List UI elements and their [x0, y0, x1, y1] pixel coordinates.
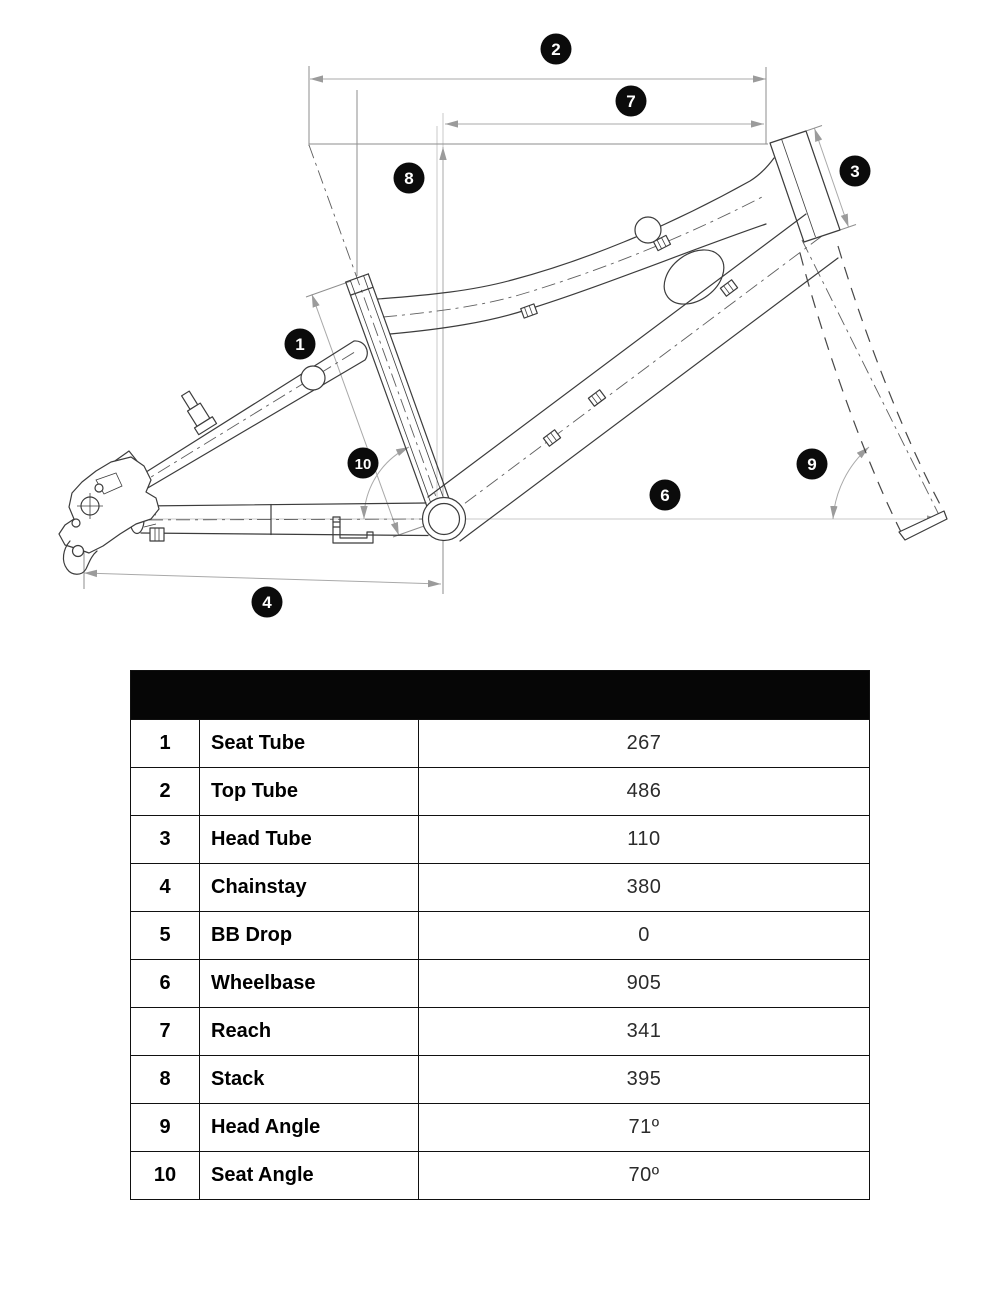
table-header-bar [131, 671, 869, 719]
row-label: Stack [200, 1056, 419, 1103]
row-label: Reach [200, 1008, 419, 1055]
row-label: Seat Tube [200, 720, 419, 767]
badge-2 [541, 34, 572, 65]
row-value: 110 [627, 828, 661, 850]
badge-9 [797, 449, 828, 480]
row-label: BB Drop [200, 912, 419, 959]
table-row [131, 719, 869, 767]
row-value: 70º [628, 1164, 660, 1186]
seat-tube-dim-line [312, 294, 399, 535]
badge-3 [840, 156, 871, 187]
badge-1 [285, 329, 316, 360]
chainstay-dim-line [84, 573, 441, 584]
badge-label: 7 [626, 92, 636, 111]
badge-8 [394, 163, 425, 194]
head-tube [770, 131, 840, 242]
table-row [131, 815, 869, 863]
badge-label: 3 [850, 162, 860, 181]
row-number: 5 [131, 912, 200, 959]
badge-4 [252, 587, 283, 618]
table-row [131, 767, 869, 815]
chainstay [141, 503, 426, 506]
fork-outline [800, 246, 947, 540]
badge-label: 4 [262, 593, 272, 612]
row-value: 71º [628, 1116, 660, 1138]
row-value: 267 [626, 732, 662, 754]
table-row [131, 1103, 869, 1151]
frame-outline [59, 131, 840, 574]
row-label: Head Tube [200, 816, 419, 863]
table-row [131, 1151, 869, 1199]
brake-boss [301, 366, 325, 390]
table-row [131, 959, 869, 1007]
bottle-boss-2 [543, 430, 560, 446]
row-value: 380 [626, 876, 662, 898]
row-number: 4 [131, 864, 200, 911]
row-value: 395 [626, 1068, 662, 1090]
dimension-lines [84, 66, 940, 594]
down-tube-axis [444, 236, 822, 519]
row-number: 8 [131, 1056, 200, 1103]
top-tube-axis [383, 196, 764, 317]
badge-7 [616, 86, 647, 117]
row-number: 1 [131, 720, 200, 767]
bottle-boss-1 [588, 390, 605, 406]
down-tube [428, 214, 806, 497]
badge-6 [650, 480, 681, 511]
table-row [131, 1007, 869, 1055]
fender-bolt [150, 528, 164, 541]
row-label: Seat Angle [200, 1152, 419, 1199]
table-row [131, 1055, 869, 1103]
seat-tube [346, 282, 430, 515]
row-label: Wheelbase [200, 960, 419, 1007]
head-angle-arc [833, 447, 869, 519]
row-label: Head Angle [200, 1104, 419, 1151]
badge-label: 6 [660, 486, 670, 505]
badge-label: 10 [354, 456, 372, 473]
row-value: 341 [626, 1020, 662, 1042]
badge-label: 9 [807, 455, 817, 474]
table-row [131, 863, 869, 911]
badge-10 [348, 448, 379, 479]
row-number: 6 [131, 960, 200, 1007]
row-value: 0 [638, 924, 650, 946]
table-row [131, 911, 869, 959]
row-number: 10 [131, 1152, 200, 1199]
row-label: Top Tube [200, 768, 419, 815]
rack-mount [177, 388, 217, 435]
rear-dropout [59, 451, 159, 574]
bolt-top-tube-2 [521, 304, 538, 318]
row-number: 9 [131, 1104, 200, 1151]
cable-port [635, 217, 661, 243]
badge-label: 1 [295, 335, 305, 354]
row-number: 7 [131, 1008, 200, 1055]
badge-label: 8 [404, 169, 414, 188]
row-number: 2 [131, 768, 200, 815]
row-label: Chainstay [200, 864, 419, 911]
head-tube-axis [802, 240, 941, 519]
geometry-table [130, 670, 870, 1200]
fork-dropout-tip [899, 511, 947, 540]
row-number: 3 [131, 816, 200, 863]
kickstand-plate [333, 517, 373, 543]
bolt-down-tube-1 [720, 280, 737, 296]
callout-badges [252, 34, 871, 618]
badge-label: 2 [551, 40, 561, 59]
row-value: 486 [626, 780, 662, 802]
row-value: 905 [626, 972, 662, 994]
